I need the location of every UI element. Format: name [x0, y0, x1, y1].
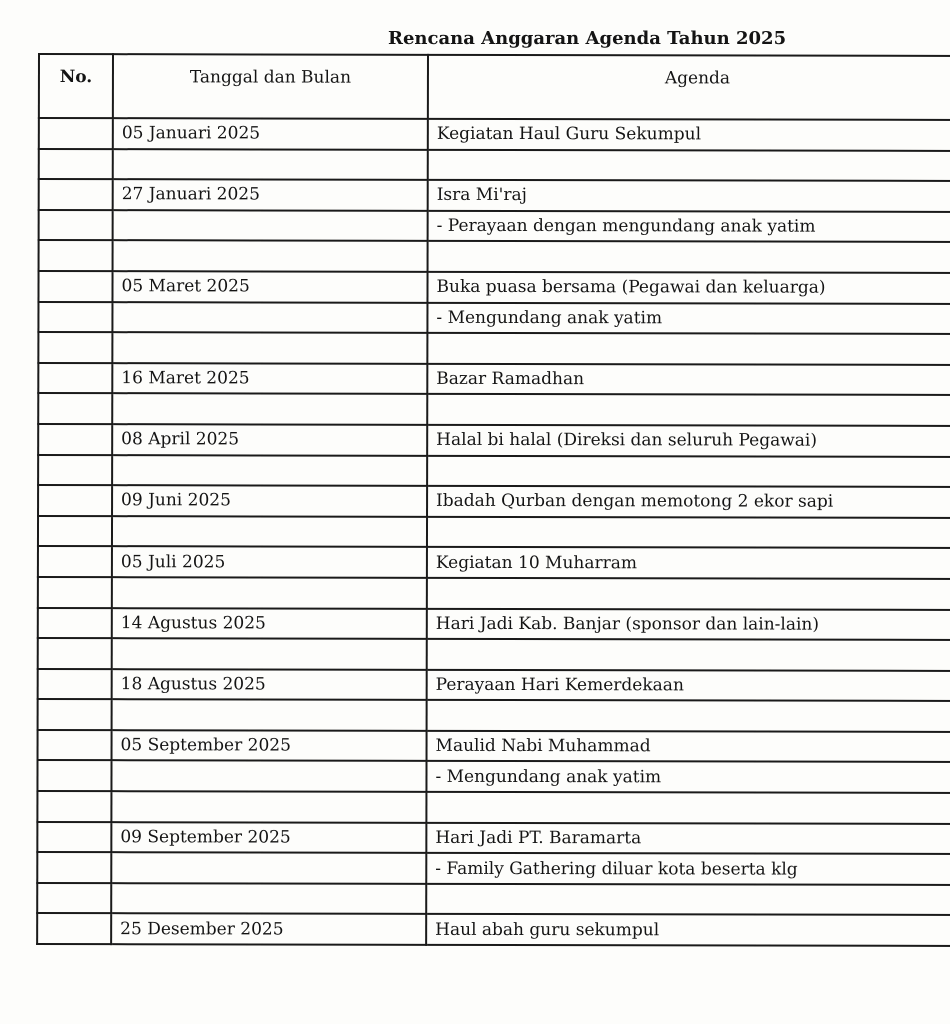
cell-agenda: Perayaan Hari Kemerdekaan — [427, 670, 950, 702]
cell-date: 25 Desember 2025 — [111, 914, 426, 945]
table-row — [38, 332, 950, 365]
cell-agenda: - Perayaan dengan mengundang anak yatim — [428, 211, 950, 243]
cell-date — [112, 394, 427, 425]
cell-agenda: Hari Jadi Kab. Banjar (sponsor dan lain-lain) — [427, 608, 950, 640]
cell-no — [38, 271, 112, 302]
cell-date — [112, 302, 427, 333]
cell-date — [113, 210, 428, 241]
table-row — [38, 730, 950, 763]
cell-date — [113, 149, 428, 180]
table-row — [37, 791, 950, 824]
cell-no — [38, 669, 112, 700]
table-row — [38, 516, 950, 549]
table-row — [37, 822, 950, 855]
cell-date: 18 Agustus 2025 — [112, 669, 427, 700]
cell-no — [38, 699, 112, 730]
cell-no — [38, 608, 112, 639]
table-row — [38, 577, 950, 610]
cell-agenda: Isra Mi'raj — [428, 180, 950, 212]
cell-date — [112, 699, 427, 730]
table-row — [38, 608, 950, 641]
cell-date: 09 September 2025 — [111, 822, 426, 853]
cell-agenda — [427, 394, 950, 426]
cell-agenda: Bazar Ramadhan — [427, 364, 950, 396]
cell-no — [38, 485, 112, 516]
cell-no — [39, 210, 113, 241]
cell-date — [113, 241, 428, 272]
cell-date — [111, 852, 426, 883]
cell-no — [38, 393, 112, 424]
cell-no — [37, 913, 111, 944]
table-row — [37, 852, 950, 885]
cell-agenda: Maulid Nabi Muhammad — [427, 731, 950, 763]
cell-date — [112, 332, 427, 363]
cell-date — [112, 455, 427, 486]
table-row — [38, 699, 950, 732]
table-row — [37, 760, 950, 793]
cell-no — [39, 149, 113, 180]
cell-agenda: Halal bi halal (Direksi dan seluruh Pegawai) — [427, 425, 950, 457]
table-row — [37, 883, 950, 916]
cell-agenda: - Family Gathering diluar kota beserta klg — [426, 853, 950, 885]
cell-no — [39, 118, 113, 149]
cell-date: 27 Januari 2025 — [113, 179, 428, 210]
cell-no — [38, 455, 112, 486]
cell-agenda — [426, 792, 950, 824]
cell-no — [38, 516, 112, 547]
cell-date — [111, 761, 426, 792]
table-row — [39, 118, 950, 151]
table-row — [38, 638, 950, 671]
cell-date: 14 Agustus 2025 — [112, 608, 427, 639]
cell-no — [38, 577, 112, 608]
cell-date — [112, 577, 427, 608]
table-header-row — [39, 54, 950, 120]
cell-agenda — [427, 517, 950, 549]
cell-agenda: - Mengundang anak yatim — [427, 302, 950, 334]
table-row — [37, 913, 950, 946]
cell-date: 08 April 2025 — [112, 424, 427, 455]
cell-no — [38, 730, 112, 761]
table-row — [38, 302, 950, 335]
cell-date: 16 Maret 2025 — [112, 363, 427, 394]
cell-date: 05 Januari 2025 — [113, 118, 428, 149]
cell-no — [37, 883, 111, 914]
cell-no — [39, 240, 113, 271]
agenda-table — [36, 53, 950, 947]
cell-agenda — [427, 700, 950, 732]
cell-no — [38, 424, 112, 455]
cell-agenda — [427, 455, 950, 487]
cell-no — [37, 822, 111, 853]
cell-date — [111, 883, 426, 914]
cell-agenda — [428, 241, 950, 273]
cell-agenda: Ibadah Qurban dengan memotong 2 ekor sapi — [427, 486, 950, 518]
table-body — [37, 118, 950, 946]
cell-agenda — [427, 578, 950, 610]
cell-no — [38, 546, 112, 577]
document-title: Rencana Anggaran Agenda Tahun 2025 — [388, 28, 787, 49]
cell-date — [112, 638, 427, 669]
table-row — [38, 455, 950, 488]
cell-agenda — [426, 884, 950, 916]
table-row — [38, 546, 950, 579]
table-row — [38, 271, 950, 304]
table-row — [38, 669, 950, 702]
table-row — [38, 424, 950, 457]
cell-date: 05 September 2025 — [112, 730, 427, 761]
cell-no — [37, 760, 111, 791]
table-row — [38, 393, 950, 426]
cell-date: 05 Juli 2025 — [112, 546, 427, 577]
table-row — [39, 210, 950, 243]
cell-no — [38, 332, 112, 363]
cell-no — [37, 791, 111, 822]
table-row — [38, 485, 950, 518]
cell-no — [38, 638, 112, 669]
table-row — [39, 149, 950, 182]
cell-date: 05 Maret 2025 — [112, 271, 427, 302]
cell-agenda: Buka puasa bersama (Pegawai dan keluarga) — [427, 272, 950, 304]
header-agenda: Agenda — [428, 55, 950, 120]
header-no: No. — [39, 54, 113, 118]
cell-agenda: Kegiatan 10 Muharram — [427, 547, 950, 579]
cell-agenda: Hari Jadi PT. Baramarta — [426, 822, 950, 854]
cell-no — [39, 179, 113, 210]
header-date: Tanggal dan Bulan — [113, 54, 428, 119]
cell-agenda: Haul abah guru sekumpul — [426, 914, 950, 946]
cell-agenda — [428, 149, 950, 181]
table-row — [39, 179, 950, 212]
cell-date: 09 Juni 2025 — [112, 485, 427, 516]
cell-agenda — [427, 333, 950, 365]
cell-agenda: - Mengundang anak yatim — [426, 761, 950, 793]
cell-date — [112, 516, 427, 547]
cell-no — [37, 852, 111, 883]
cell-date — [111, 791, 426, 822]
cell-agenda — [427, 639, 950, 671]
table-row — [38, 363, 950, 396]
cell-agenda: Kegiatan Haul Guru Sekumpul — [428, 119, 950, 151]
cell-no — [38, 302, 112, 333]
cell-no — [38, 363, 112, 394]
table-row — [39, 240, 950, 273]
